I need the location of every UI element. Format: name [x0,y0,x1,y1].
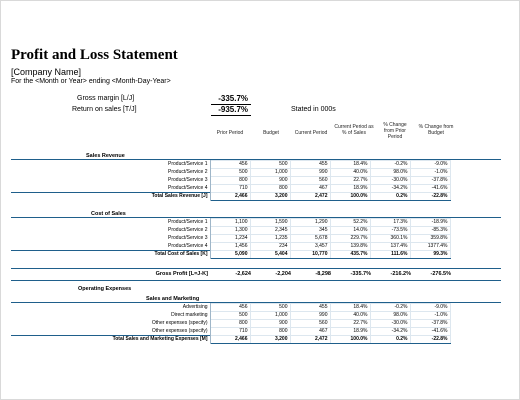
total-value-cell: 2,472 [290,193,330,201]
value-cell[interactable]: 1,456 [210,243,250,251]
col-header-budget: Budget [263,130,279,136]
total-value-cell: 111.6% [370,251,410,259]
value-cell[interactable]: 500 [250,304,290,312]
subsection-sales-marketing: Sales and Marketing [146,296,200,302]
period-line: For the <Month or Year> ending <Month-Day-Year> [11,78,171,85]
value-cell[interactable]: 1,235 [250,235,290,243]
total-value-cell: 3,200 [250,193,290,201]
col-header-change-budget: % Change from Budget [418,124,454,136]
return-on-sales-underline [211,115,251,116]
value-cell[interactable]: 710 [210,328,250,336]
value-cell: -85.3% [410,227,450,235]
value-cell[interactable]: 800 [210,177,250,185]
page-title: Profit and Loss Statement [11,47,178,63]
value-cell: -1.0% [410,169,450,177]
gross-profit-change-budget: -276.5% [430,271,451,277]
row-label: Product/Service 3 [11,177,210,185]
total-value-cell: 435.7% [330,251,370,259]
table-row [11,320,450,328]
gross-profit-row [11,268,501,281]
total-value-cell: -22.8% [410,193,450,201]
table-row [11,312,450,320]
gross-profit-current: -8,298 [315,271,331,277]
value-cell[interactable]: 800 [210,320,250,328]
value-cell: -9.0% [410,161,450,169]
value-cell[interactable]: 1,290 [290,219,330,227]
section-cost-of-sales: Cost of Sales [91,211,126,217]
value-cell[interactable]: 345 [290,227,330,235]
value-cell: 18.4% [330,161,370,169]
col-header-current-period: Current Period [294,130,328,136]
total-row [11,193,450,201]
gross-profit-budget: -2,204 [275,271,291,277]
value-cell[interactable]: 990 [290,312,330,320]
total-value-cell: 100.0% [330,193,370,201]
col-header-pct-of-sales: Current Period as % of Sales [334,124,374,136]
total-value-cell: 100.0% [330,336,370,344]
total-value-cell: 99.3% [410,251,450,259]
row-label: Product/Service 1 [11,219,210,227]
cost-of-sales-table [11,218,451,259]
table-row [11,304,450,312]
gross-margin-label: Gross margin [L/J] [77,95,135,102]
table-row [11,185,450,193]
total-value-cell: 0.2% [370,336,410,344]
value-cell: -34.2% [370,185,410,193]
value-cell: 40.0% [330,169,370,177]
table-row [11,235,450,243]
value-cell[interactable]: 800 [250,328,290,336]
value-cell: -9.0% [410,304,450,312]
value-cell: 52.2% [330,219,370,227]
total-value-cell: 5,090 [210,251,250,259]
return-on-sales-label: Return on sales [T/J] [72,106,137,113]
row-label: Other expenses (specify) [11,320,210,328]
total-value-cell: 10,770 [290,251,330,259]
table-row [11,243,450,251]
value-cell: -37.8% [410,320,450,328]
value-cell: 1377.4% [410,243,450,251]
value-cell[interactable]: 5,678 [290,235,330,243]
value-cell[interactable]: 1,234 [210,235,250,243]
sales-revenue-table [11,160,451,201]
table-row [11,328,450,336]
total-value-cell: 3,200 [250,336,290,344]
row-label: Product/Service 1 [11,161,210,169]
total-label: Total Cost of Sales [K] [11,251,210,259]
value-cell[interactable]: 900 [250,320,290,328]
row-label: Product/Service 2 [11,169,210,177]
value-cell[interactable]: 560 [290,177,330,185]
total-label: Total Sales Revenue [J] [11,193,210,201]
section-sales-revenue: Sales Revenue [86,153,125,159]
section-operating-expenses: Operating Expenses [78,286,132,292]
value-cell[interactable]: 1,300 [210,227,250,235]
value-cell: 40.0% [330,312,370,320]
total-value-cell: 0.2% [370,193,410,201]
value-cell[interactable]: 467 [290,185,330,193]
value-cell: -41.6% [410,185,450,193]
row-label: Product/Service 4 [11,243,210,251]
value-cell: 18.9% [330,328,370,336]
table-row [11,169,450,177]
total-row [11,251,450,259]
total-row [11,336,450,344]
operating-expenses-table [11,303,451,344]
value-cell[interactable]: 467 [290,328,330,336]
return-on-sales-value: -935.7% [218,105,248,114]
value-cell: 17.3% [370,219,410,227]
value-cell: -34.2% [370,328,410,336]
value-cell: -73.5% [370,227,410,235]
total-label: Total Sales and Marketing Expenses [M] [11,336,210,344]
value-cell[interactable]: 500 [210,169,250,177]
value-cell[interactable]: 455 [290,304,330,312]
value-cell: 98.0% [370,169,410,177]
value-cell: 14.0% [330,227,370,235]
total-value-cell: 5,404 [250,251,290,259]
value-cell: -30.0% [370,320,410,328]
value-cell[interactable]: 800 [250,185,290,193]
value-cell: 22.7% [330,177,370,185]
value-cell: 98.0% [370,312,410,320]
value-cell[interactable]: 1,590 [250,219,290,227]
value-cell[interactable]: 560 [290,320,330,328]
row-label: Product/Service 3 [11,235,210,243]
total-value-cell: 2,466 [210,193,250,201]
value-cell[interactable]: 3,457 [290,243,330,251]
row-label: Product/Service 2 [11,227,210,235]
gross-profit-label: Gross Profit [L=J-K] [155,271,208,277]
table-row [11,177,450,185]
total-value-cell: 2,466 [210,336,250,344]
total-value-cell: -22.8% [410,336,450,344]
value-cell: 359.8% [410,235,450,243]
value-cell: 137.4% [370,243,410,251]
value-cell: 139.8% [330,243,370,251]
stated-in-note: Stated in 000s [291,106,336,113]
table-row [11,227,450,235]
value-cell[interactable]: 456 [210,304,250,312]
value-cell[interactable]: 710 [210,185,250,193]
value-cell: -41.6% [410,328,450,336]
value-cell: 360.1% [370,235,410,243]
value-cell[interactable]: 1,000 [250,169,290,177]
value-cell[interactable]: 455 [290,161,330,169]
value-cell[interactable]: 500 [250,161,290,169]
total-value-cell: 2,472 [290,336,330,344]
value-cell: -1.0% [410,312,450,320]
value-cell[interactable]: 1,000 [250,312,290,320]
value-cell[interactable]: 456 [210,161,250,169]
value-cell[interactable]: 900 [250,177,290,185]
value-cell: 18.4% [330,304,370,312]
gross-profit-pct-sales: -335.7% [350,271,371,277]
value-cell: 18.9% [330,185,370,193]
value-cell[interactable]: 2,345 [250,227,290,235]
value-cell[interactable]: 990 [290,169,330,177]
value-cell: -30.0% [370,177,410,185]
value-cell: 229.7% [330,235,370,243]
row-label: Advertising [11,304,210,312]
value-cell: -18.9% [410,219,450,227]
gross-profit-change-prior: -216.2% [390,271,411,277]
table-row [11,161,450,169]
col-header-change-prior: % Change from Prior Period [383,122,407,140]
company-name[interactable]: [Company Name] [11,67,82,77]
table-row [11,219,450,227]
value-cell[interactable]: 500 [210,312,250,320]
value-cell: -0.2% [370,161,410,169]
gross-profit-prior: -2,624 [235,271,251,277]
row-label: Direct marketing [11,312,210,320]
row-label: Product/Service 4 [11,185,210,193]
value-cell: -37.8% [410,177,450,185]
value-cell[interactable]: 1,100 [210,219,250,227]
gross-margin-value: -335.7% [218,94,248,103]
value-cell: 22.7% [330,320,370,328]
col-header-prior-period: Prior Period [216,130,244,136]
value-cell: -0.2% [370,304,410,312]
value-cell[interactable]: 234 [250,243,290,251]
row-label: Other expenses (specify) [11,328,210,336]
